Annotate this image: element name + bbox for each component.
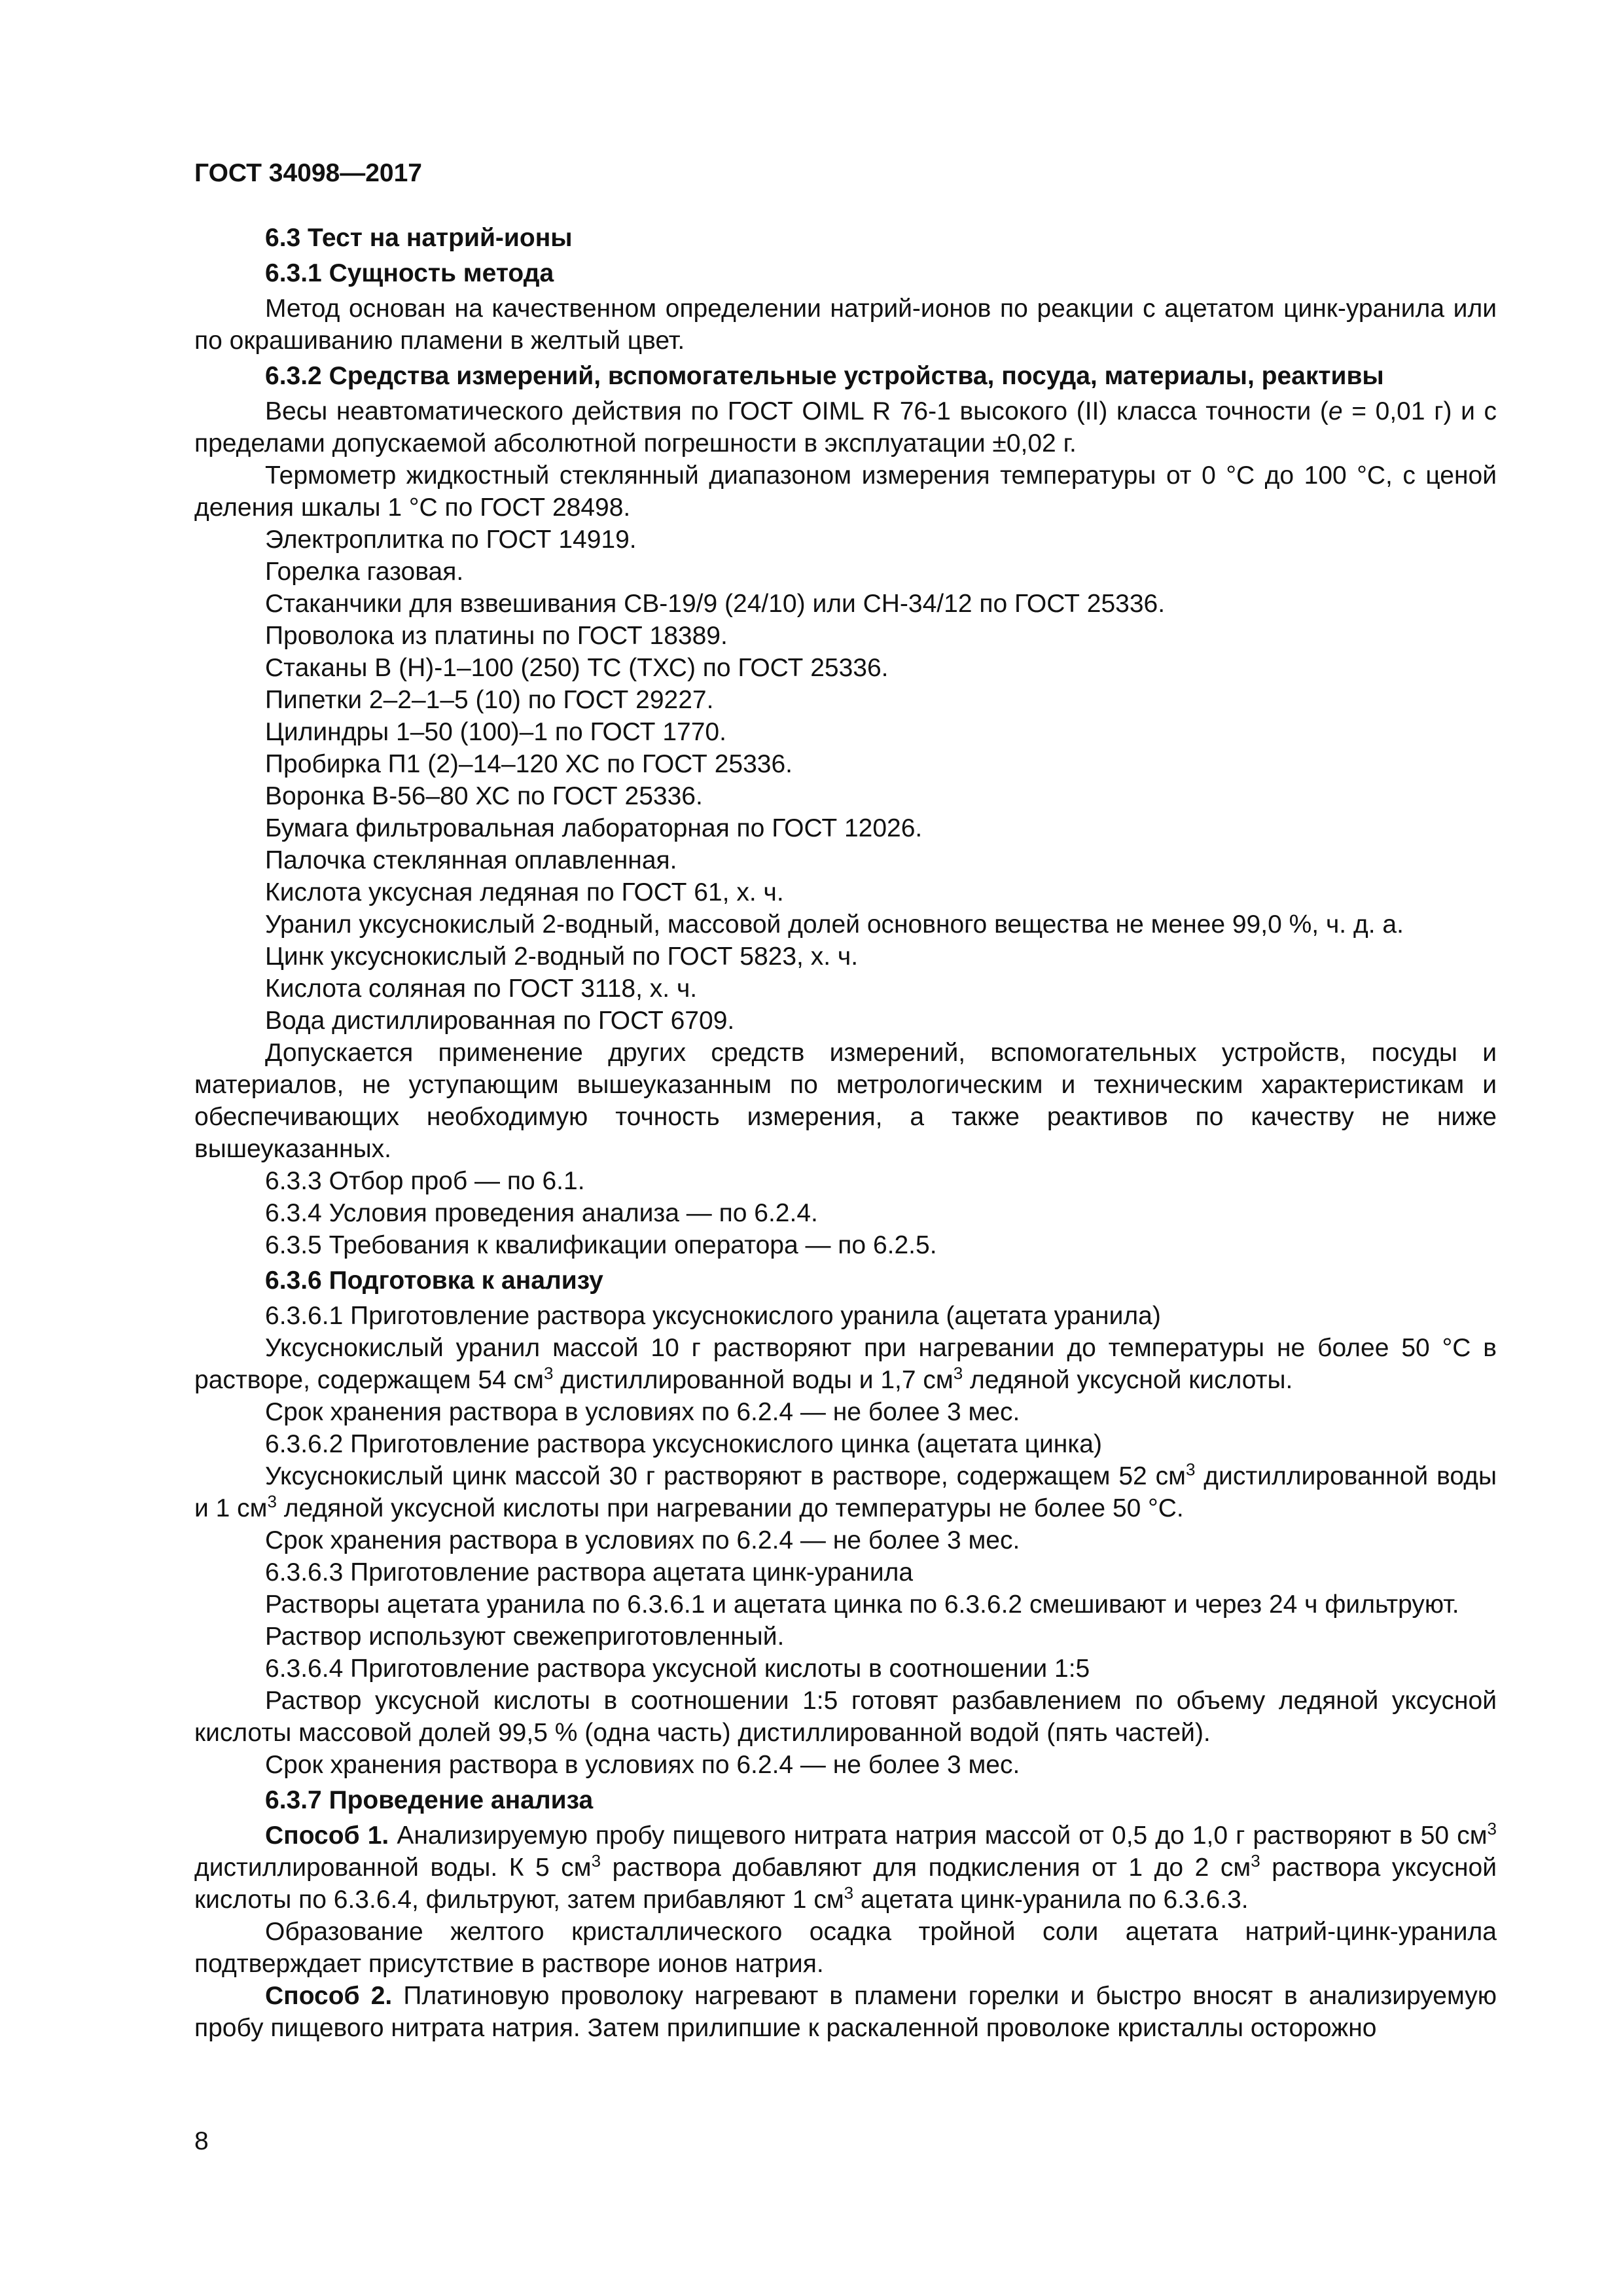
- section-6-3-6-2-title: 6.3.6.2 Приготовление раствора уксуснокислого цинка (ацетата цинка): [265, 1430, 1102, 1458]
- reagent-item: Кислота соляная по ГОСТ 3118, х. ч.: [265, 975, 698, 1003]
- section-6-3-title: 6.3 Тест на натрий-ионы: [265, 224, 573, 252]
- section-6-3-5: 6.3.5 Требования к квалификации оператора — по 6.2.5.: [265, 1231, 937, 1259]
- method-1-text: Способ 1. Анализируемую пробу пищевого нитрата натрия массой от 0,5 до 1,0 г растворяют в 50 $см^3$ дистиллированной воды. К 5 $см^3$ раствора добавляют для подкисления от 1 до 2 $см^3$ раствора уксусной кислоты по 6.3.6.4, фильтруют, затем прибавляют 1 $см^3$ ацетата цинк-уранила по 6.3.6.3.: [194, 1819, 1497, 1914]
- section-6-3-6-3-text-2: Раствор используют свежеприготовленный.: [265, 1623, 785, 1651]
- equipment-item: Пипетки 2–2–1–5 (10) по ГОСТ 29227.: [265, 686, 714, 714]
- section-6-3-3: 6.3.3 Отбор проб — по 6.1.: [265, 1167, 585, 1195]
- section-6-3-1-text: Метод основан на качественном определении натрий-ионов по реакции с ацетатом цинк-уранила или по окрашиванию пламени в желтый цвет.: [194, 295, 1497, 355]
- section-6-3-6-4-title: 6.3.6.4 Приготовление раствора уксусной кислоты в соотношении 1:5: [265, 1655, 1090, 1683]
- equipment-item: Проволока из платины по ГОСТ 18389.: [265, 622, 728, 650]
- storage-note: Срок хранения раствора в условиях по 6.2.4 — не более 3 мес.: [265, 1526, 1020, 1554]
- method-2-text: Способ 2. Платиновую проволоку нагревают в пламени горелки и быстро вносят в анализируемую пробу пищевого нитрата натрия. Затем прилипшие к раскаленной проволоке кристаллы осторожно: [194, 1982, 1497, 2042]
- reagent-item: Цинк уксуснокислый 2-водный по ГОСТ 5823, х. ч.: [265, 942, 859, 971]
- section-6-3-1-title: 6.3.1 Сущность метода: [265, 259, 554, 287]
- reagent-item: Уранил уксуснокислый 2-водный, массовой долей основного вещества не менее 99,0 %, ч. д. а.: [265, 910, 1404, 939]
- reagent-item: Вода дистиллированная по ГОСТ 6709.: [265, 1007, 735, 1035]
- equipment-item: Бумага фильтровальная лабораторная по ГОСТ 12026.: [265, 814, 923, 842]
- equipment-item: Пробирка П1 (2)–14–120 ХС по ГОСТ 25336.: [265, 750, 793, 778]
- section-6-3-2-title: 6.3.2 Средства измерений, вспомогательные устройства, посуда, материалы, реактивы: [265, 362, 1384, 390]
- section-6-3-6-2-text: Уксуснокислый цинк массой 30 г растворяют в растворе, содержащем 52 $см^3$ дистиллированной воды и 1 $см^3$ ледяной уксусной кислоты при нагревании до температуры не более 50 °С.: [194, 1460, 1497, 1522]
- section-6-3-6-1-title: 6.3.6.1 Приготовление раствора уксуснокислого уранила (ацетата уранила): [265, 1302, 1161, 1330]
- substitution-note: Допускается применение других средств измерений, вспомогательных устройств, посуды и материалов, не уступающим вышеуказанным по метрологическим и техническим характеристикам и обеспечивающих необходимую точность измерения, а также реактивов по качеству не ниже вышеуказанных.: [194, 1039, 1497, 1163]
- section-6-3-7-title: 6.3.7 Проведение анализа: [265, 1786, 594, 1814]
- storage-note: Срок хранения раствора в условиях по 6.2.4 — не более 3 мес.: [265, 1751, 1020, 1779]
- section-6-3-6-3-title: 6.3.6.3 Приготовление раствора ацетата цинк-уранила: [265, 1558, 914, 1587]
- section-6-3-6-title: 6.3.6 Подготовка к анализу: [265, 1266, 603, 1295]
- section-6-3-6-1-text: Уксуснокислый уранил массой 10 г растворяют при нагревании до температуры не более 50 °С в растворе, содержащем 54 $см^3$ дистиллированной воды и 1,7 $см^3$ ледяной уксусной кислоты.: [194, 1334, 1497, 1394]
- section-6-3-6-3-text: Растворы ацетата уранила по 6.3.6.1 и ацетата цинка по 6.3.6.2 смешивают и через 24 ч фильтруют.: [265, 1590, 1459, 1619]
- equipment-item: Палочка стеклянная оплавленная.: [265, 846, 677, 874]
- equipment-item: Электроплитка по ГОСТ 14919.: [265, 526, 637, 554]
- scales-item: Весы неавтоматического действия по ГОСТ OIML R 76-1 высокого (II) класса точности (e = 0,01 г) и с пределами допускаемой абсолютной погрешности в эксплуатации ±0,02 г.: [194, 397, 1497, 457]
- equipment-item: Цилиндры 1–50 (100)–1 по ГОСТ 1770.: [265, 718, 726, 746]
- standard-header: ГОСТ 34098—2017: [194, 159, 422, 187]
- equipment-item: Стаканчики для взвешивания СВ-19/9 (24/10) или СН-34/12 по ГОСТ 25336.: [265, 590, 1166, 618]
- equipment-item: Горелка газовая.: [265, 558, 464, 586]
- document-page: [194, 157, 1497, 2044]
- page-number: 8: [194, 2127, 209, 2155]
- section-6-3-6-4-text: Раствор уксусной кислоты в соотношении 1:5 готовят разбавлением по объему ледяной уксусной кислоты массовой долей 99,5 % (одна часть) дистиллированной водой (пять частей).: [194, 1687, 1497, 1747]
- equipment-item: Стаканы В (Н)-1–100 (250) ТС (ТХС) по ГОСТ 25336.: [265, 654, 889, 682]
- storage-note: Срок хранения раствора в условиях по 6.2.4 — не более 3 мес.: [265, 1398, 1020, 1426]
- method-1-result: Образование желтого кристаллического осадка тройной соли ацетата натрий-цинк-уранила подтверждает присутствие в растворе ионов натрия.: [194, 1918, 1497, 1978]
- reagent-item: Кислота уксусная ледяная по ГОСТ 61, х. ч.: [265, 878, 784, 906]
- equipment-item: Воронка В-56–80 ХС по ГОСТ 25336.: [265, 782, 703, 810]
- equipment-item: Термометр жидкостный стеклянный диапазоном измерения температуры от 0 °С до 100 °С, с ценой деления шкалы 1 °С по ГОСТ 28498.: [194, 461, 1497, 522]
- section-6-3-4: 6.3.4 Условия проведения анализа — по 6.2.4.: [265, 1199, 818, 1227]
